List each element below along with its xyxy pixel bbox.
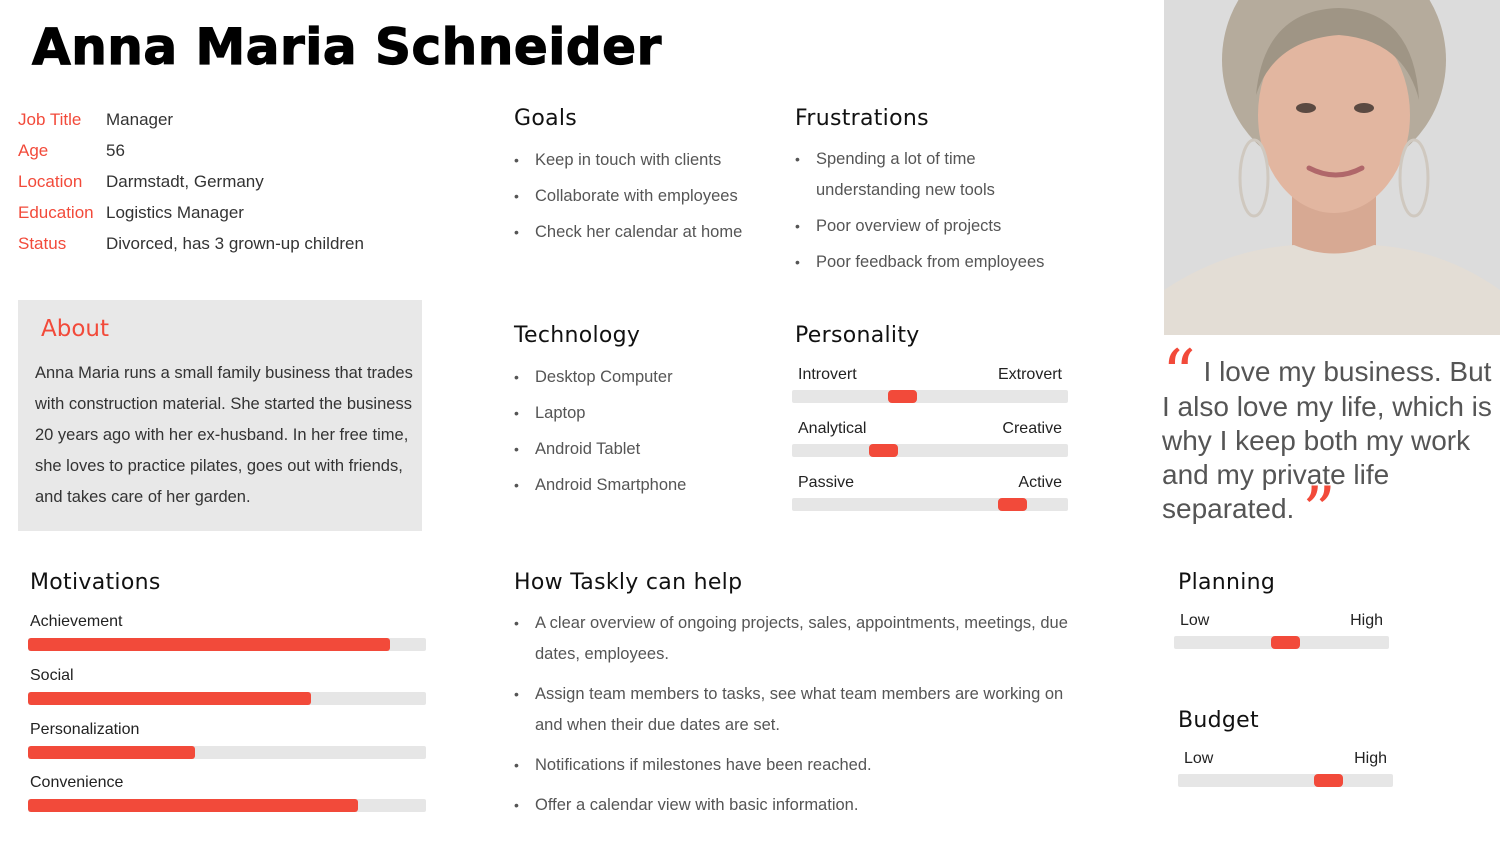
info-row-job-title — [18, 104, 488, 135]
planning-marker — [1271, 636, 1300, 649]
close-quote-mark: ” — [1302, 473, 1336, 550]
trait-analytical-creative — [792, 420, 1068, 457]
list-item: • Laptop — [514, 403, 784, 439]
technology-title: Technology — [514, 323, 641, 348]
trait-marker — [998, 498, 1027, 511]
budget-scale — [1178, 750, 1393, 787]
list-item: • A clear overview of ongoing projects, sales, appointments, meetings, due dates, employees. — [514, 608, 1094, 670]
list-item: • Keep in touch with clients — [514, 150, 784, 186]
info-value: Divorced, has 3 grown-up children — [106, 233, 364, 253]
frustrations-title: Frustrations — [795, 106, 929, 131]
motivation-fill — [28, 746, 195, 759]
about-title: About — [41, 316, 110, 342]
goals-title: Goals — [514, 106, 578, 131]
motivation-label: Convenience — [30, 774, 124, 791]
trait-track — [792, 444, 1068, 457]
list-item: • Notifications if milestones have been reached. — [514, 750, 1094, 781]
budget-title: Budget — [1178, 708, 1259, 733]
trait-left-label: Passive — [798, 474, 855, 491]
motivation-label: Social — [30, 667, 74, 684]
info-row-location — [18, 166, 488, 197]
trait-left-label: Analytical — [798, 420, 867, 437]
motivation-fill — [28, 638, 390, 651]
personality-title: Personality — [795, 323, 920, 348]
list-item: • Poor feedback from employees — [795, 247, 1075, 278]
motivation-track — [28, 799, 426, 812]
info-row-age — [18, 135, 488, 166]
list-item: • Check her calendar at home — [514, 222, 784, 258]
help-list — [514, 608, 1094, 830]
trait-track — [792, 498, 1068, 511]
planning-title: Planning — [1178, 570, 1276, 595]
trait-right-label: Creative — [1002, 420, 1062, 437]
persona-portrait-illustration — [1164, 0, 1500, 335]
info-row-education — [18, 197, 488, 228]
info-value: Darmstadt, Germany — [106, 171, 264, 191]
motivation-track — [28, 638, 426, 651]
list-item: • Poor overview of projects — [795, 211, 1075, 242]
trait-introvert-extrovert — [792, 366, 1068, 403]
open-quote-mark: “ — [1162, 336, 1196, 413]
persona-info — [18, 104, 488, 259]
planning-high-label: High — [1350, 612, 1383, 629]
list-item: • Offer a calendar view with basic information. — [514, 790, 1094, 821]
list-item: • Android Tablet — [514, 439, 784, 475]
trait-marker — [869, 444, 898, 457]
about-text: Anna Maria runs a small family business that trades with construction material. She started the business 20 years ago with her ex-husband. In her free time, she loves to practice pilates, goes out with friends, and takes care of her garden. — [35, 364, 413, 506]
persona-quote — [1162, 336, 1492, 550]
list-item: • Collaborate with employees — [514, 186, 784, 222]
list-item: • Spending a lot of time understanding new tools — [795, 144, 1075, 206]
motivation-achievement — [28, 613, 426, 651]
trait-passive-active — [792, 474, 1068, 511]
planning-low-label: Low — [1180, 612, 1210, 629]
budget-marker — [1314, 774, 1343, 787]
info-label: Status — [18, 233, 67, 253]
planning-track — [1174, 636, 1389, 649]
technology-list — [514, 367, 784, 511]
motivation-track — [28, 746, 426, 759]
info-label: Age — [18, 140, 49, 160]
info-row-status — [18, 228, 488, 259]
budget-low-label: Low — [1184, 750, 1214, 767]
frustrations-list — [795, 144, 1075, 283]
trait-track — [792, 390, 1068, 403]
motivation-personalization — [28, 721, 426, 759]
info-label: Job Title — [18, 109, 82, 129]
list-item: • Assign team members to tasks, see what team members are working on and when their due dates are set. — [514, 679, 1094, 741]
info-value: 56 — [106, 140, 125, 160]
motivation-label: Achievement — [30, 613, 123, 630]
motivation-social — [28, 667, 426, 705]
info-value: Manager — [106, 109, 174, 129]
info-label: Location — [18, 171, 83, 191]
quote-text: I love my business. But I also love my life, which is why I keep both my work and my private life separated. — [1162, 356, 1492, 524]
motivation-track — [28, 692, 426, 705]
persona-photo — [1164, 0, 1500, 335]
goals-list — [514, 150, 784, 258]
budget-track — [1178, 774, 1393, 787]
trait-marker — [888, 390, 917, 403]
list-item: • Android Smartphone — [514, 475, 784, 511]
planning-scale — [1174, 612, 1389, 649]
motivation-convenience — [28, 774, 426, 812]
trait-left-label: Introvert — [798, 366, 857, 383]
motivations-title: Motivations — [30, 570, 161, 595]
trait-right-label: Active — [1018, 474, 1062, 491]
info-value: Logistics Manager — [106, 202, 244, 222]
budget-high-label: High — [1354, 750, 1387, 767]
help-title: How Taskly can help — [514, 570, 743, 595]
motivation-fill — [28, 799, 358, 812]
motivation-fill — [28, 692, 311, 705]
motivation-label: Personalization — [30, 721, 140, 738]
info-label: Education — [18, 202, 94, 222]
trait-right-label: Extrovert — [997, 366, 1062, 383]
list-item: • Desktop Computer — [514, 367, 784, 403]
persona-name: Anna Maria Schneider — [32, 18, 662, 76]
about-section — [18, 300, 422, 531]
